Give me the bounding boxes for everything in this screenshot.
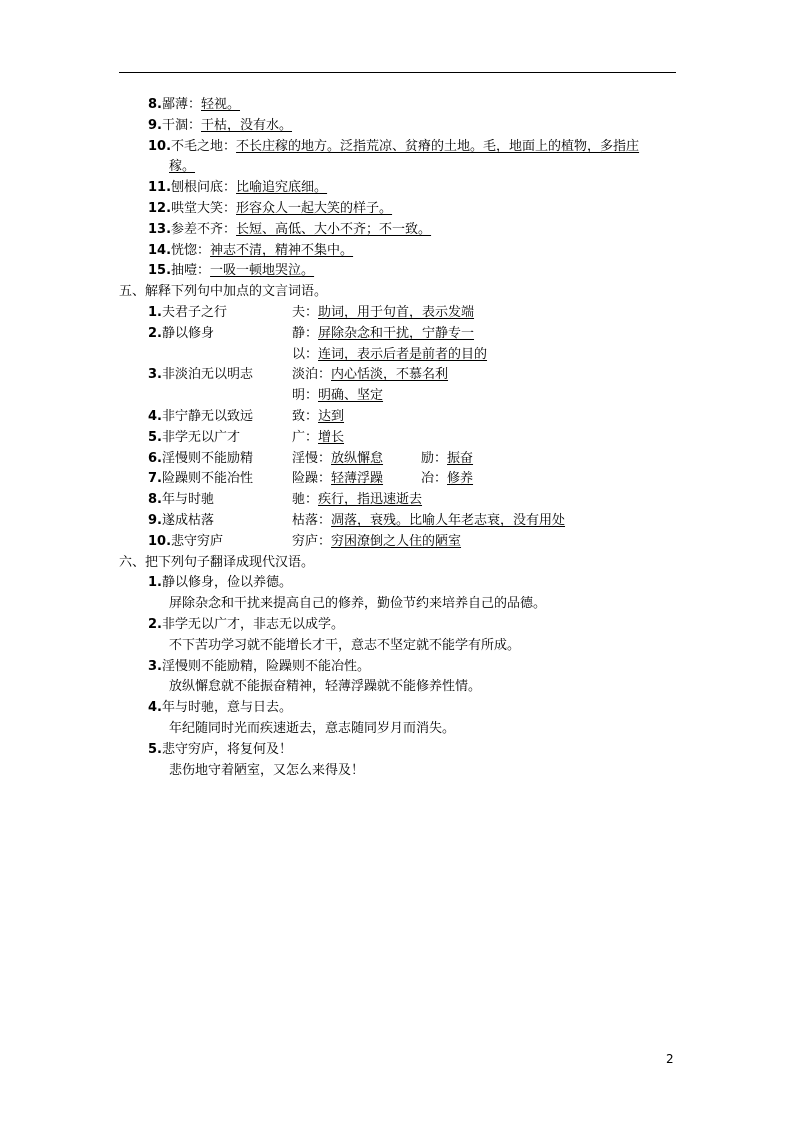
glossary-word: 明： (292, 388, 319, 404)
glossary-meaning: 振奋 (447, 450, 474, 466)
vocab-definition: 干枯，没有水。 (201, 117, 293, 133)
item-number: 8. (148, 97, 162, 112)
vocab-definition: 比喻追究底细。 (236, 180, 328, 196)
translation-source (119, 698, 679, 719)
item-number: 2. (148, 616, 162, 632)
glossary-gloss (292, 303, 474, 324)
glossary-gloss (292, 428, 344, 449)
item-number: 5. (148, 429, 162, 445)
vocab-term: 干涸： (161, 117, 201, 133)
item-number: 13. (148, 221, 172, 237)
glossary-word: 淫慢： (292, 450, 332, 466)
glossary-row (119, 449, 679, 470)
item-number: 15. (148, 263, 172, 279)
vocab-term: 恍惚： (171, 242, 211, 258)
translation-source (119, 740, 679, 761)
translation-answer: 屏除杂念和干扰来提高自己的修养，勤俭节约来培养自己的品德。 (169, 596, 547, 612)
item-number: 4. (148, 700, 162, 716)
translation-source (119, 573, 679, 594)
glossary-row (119, 469, 679, 490)
glossary-phrase: 非宁静无以致远 (161, 408, 253, 424)
glossary-row (119, 303, 679, 324)
glossary-meaning: 达到 (318, 408, 345, 424)
translation-source (119, 615, 679, 636)
glossary-row (119, 365, 679, 386)
glossary-row (119, 428, 679, 449)
glossary-gloss (292, 469, 383, 490)
glossary-word: 以： (292, 346, 319, 362)
glossary-row (119, 345, 679, 366)
page-number: 2 (666, 1052, 674, 1066)
item-number: 9. (148, 512, 162, 528)
vocab-term: 参差不齐： (171, 221, 237, 237)
glossary-row (119, 511, 679, 532)
vocab-item (119, 220, 679, 241)
vocab-term: 不毛之地： (171, 138, 237, 154)
glossary-gloss (292, 365, 448, 386)
header-rule (119, 72, 676, 73)
glossary-phrase: 非学无以广才 (161, 429, 240, 445)
glossary-phrase: 悲守穷庐 (171, 533, 224, 549)
glossary-gloss (292, 490, 422, 511)
glossary-word: 枯落： (292, 512, 332, 528)
vocab-definition: 形容众人一起大笑的样子。 (236, 200, 393, 216)
item-number: 4. (148, 408, 162, 424)
vocab-item (119, 241, 679, 262)
item-number: 1. (148, 575, 162, 591)
translation-answer: 悲伤地守着陋室，又怎么来得及！ (169, 762, 365, 778)
glossary-gloss (292, 324, 474, 345)
glossary-word: 致： (292, 408, 319, 424)
page-content (119, 95, 679, 781)
glossary-meaning: 轻薄浮躁 (331, 471, 384, 487)
glossary-row (119, 324, 679, 345)
item-number: 1. (148, 304, 162, 320)
glossary-phrase: 遂成枯落 (161, 512, 214, 528)
item-number: 3. (148, 367, 162, 383)
item-number: 6. (148, 450, 162, 466)
glossary-phrase: 险躁则不能冶性 (161, 471, 253, 487)
vocab-item (119, 116, 679, 137)
vocab-definition: 一吸一顿地哭泣。 (210, 263, 315, 279)
glossary-word: 广： (292, 429, 319, 445)
glossary-meaning: 明确、坚定 (318, 388, 384, 404)
glossary-gloss (292, 386, 383, 407)
item-number: 9. (148, 117, 162, 133)
source-sentence: 悲守穷庐，将复何及！ (161, 741, 292, 757)
glossary-word: 穷庐： (292, 533, 332, 549)
vocab-item (119, 95, 679, 116)
vocab-item (119, 261, 679, 282)
glossary-gloss-second (421, 469, 473, 490)
translation-answer: 放纵懈怠就不能振奋精神，轻薄浮躁就不能修养性情。 (169, 679, 482, 695)
glossary-word: 冶： (421, 471, 448, 487)
translation-source (119, 657, 679, 678)
vocab-definition: 轻视。 (201, 97, 241, 112)
item-number: 12. (148, 200, 172, 216)
vocab-definition-continuation (119, 157, 679, 178)
vocab-term: 鄙薄： (161, 97, 201, 112)
glossary-gloss (292, 449, 383, 470)
glossary-word: 夫： (292, 304, 319, 320)
source-sentence: 静以修身，俭以养德。 (161, 575, 292, 591)
vocab-item (119, 199, 679, 220)
item-number: 11. (148, 180, 172, 196)
item-number: 2. (148, 325, 162, 341)
glossary-meaning: 凋落，衰残。比喻人年老志衰，没有用处 (331, 512, 566, 528)
vocab-definition: 长短、高低、大小不齐；不一致。 (236, 221, 432, 237)
section-heading: 五、解释下列句中加点的文言词语。 (119, 284, 328, 300)
glossary-row (119, 386, 679, 407)
vocab-item (119, 137, 679, 158)
glossary-phrase: 静以修身 (161, 325, 214, 341)
glossary-phrase: 年与时驰 (161, 492, 214, 508)
glossary-gloss (292, 532, 461, 553)
glossary-meaning: 穷困潦倒之人住的陋室 (331, 533, 462, 549)
glossary-phrase: 夫君子之行 (161, 304, 227, 320)
translation-answer: 不下苦功学习就不能增长才干，意志不坚定就不能学有所成。 (169, 637, 521, 653)
item-number: 5. (148, 741, 162, 757)
glossary-meaning: 助词，用于句首，表示发端 (318, 304, 475, 320)
vocab-term: 抽噎： (171, 263, 211, 279)
vocab-definition-cont-text: 稼。 (169, 159, 196, 175)
glossary-meaning: 修养 (447, 471, 474, 487)
translation-answer: 年纪随同时光而疾速逝去，意志随同岁月而消失。 (169, 720, 456, 736)
source-sentence: 年与时驰，意与日去。 (161, 700, 292, 716)
item-number: 10. (148, 138, 172, 154)
glossary-meaning: 内心恬淡，不慕名利 (331, 367, 449, 383)
glossary-phrase: 淫慢则不能励精 (161, 450, 253, 466)
source-sentence: 淫慢则不能励精，险躁则不能冶性。 (161, 658, 370, 674)
item-number: 14. (148, 242, 172, 258)
item-number: 7. (148, 471, 162, 487)
glossary-meaning: 连词，表示后者是前者的目的 (318, 346, 488, 362)
item-number: 3. (148, 658, 162, 674)
glossary-word: 静： (292, 325, 319, 341)
glossary-gloss (292, 345, 487, 366)
glossary-phrase: 非淡泊无以明志 (161, 367, 253, 383)
glossary-gloss (292, 511, 565, 532)
item-number: 8. (148, 492, 162, 508)
vocab-item (119, 178, 679, 199)
glossary-word: 励： (421, 450, 448, 466)
glossary-gloss-second (421, 449, 473, 470)
glossary-word: 淡泊： (292, 367, 332, 383)
glossary-row (119, 490, 679, 511)
glossary-meaning: 疾行，指迅速逝去 (318, 492, 423, 508)
vocab-definition: 神志不清，精神不集中。 (210, 242, 354, 258)
vocab-term: 哄堂大笑： (171, 200, 237, 216)
vocab-definition: 不长庄稼的地方。泛指荒凉、贫瘠的土地。毛，地面上的植物，多指庄 (236, 138, 640, 154)
glossary-row (119, 532, 679, 553)
section-heading: 六、把下列句子翻译成现代汉语。 (119, 554, 315, 570)
item-number: 10. (148, 533, 172, 549)
glossary-meaning: 放纵懈怠 (331, 450, 384, 466)
glossary-word: 驰： (292, 492, 319, 508)
vocab-term: 刨根问底： (171, 180, 237, 196)
source-sentence: 非学无以广才，非志无以成学。 (161, 616, 344, 632)
glossary-meaning: 增长 (318, 429, 345, 445)
glossary-word: 险躁： (292, 471, 332, 487)
glossary-meaning: 屏除杂念和干扰，宁静专一 (318, 325, 475, 341)
glossary-gloss (292, 407, 344, 428)
glossary-row (119, 407, 679, 428)
